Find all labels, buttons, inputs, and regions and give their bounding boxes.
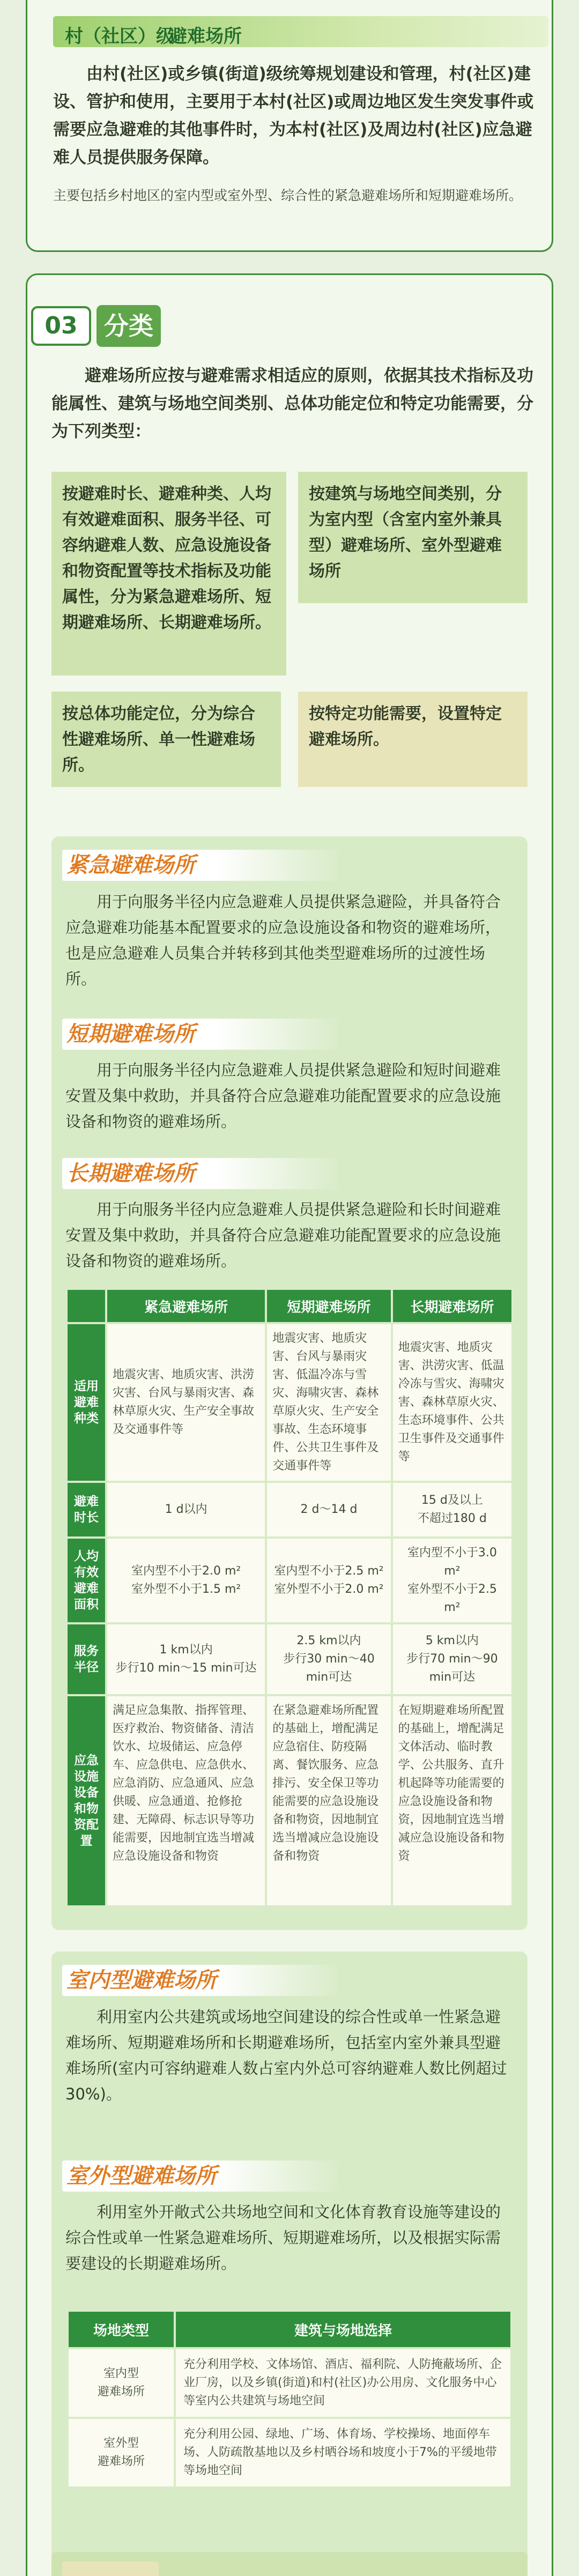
table-cell: 在紧急避难场所配置的基础上，增配满足应急宿住、防疫隔离、餐饮服务、应急排污、安全保卫等功能需要的应急设施设备和物资，因地制宜选当增减应急设施设备和物资: [267, 1696, 390, 1905]
table-row: [68, 1324, 511, 1481]
table-cell: 1 km以内 步行10 min～15 min可达: [107, 1624, 265, 1694]
badge-title: 分类: [96, 305, 161, 347]
table-cell: 2 d～14 d: [267, 1483, 390, 1536]
table-cell: 室内型不小于2.0 m² 室外型不小于1.5 m²: [107, 1539, 265, 1622]
table-header-row: [68, 1290, 511, 1322]
table-row: [69, 2349, 510, 2417]
outdoor-text: 利用室外开敞式公共场地空间和文化体育教育设施等建设的综合性或单一性紧急避难场所、短期避难场所，以及根据实际需要建设的长期避难场所。: [65, 2203, 501, 2273]
classification-box-technical: 按避难时长、避难种类、人均有效避难面积、服务半径、可容纳避难人数、应急设施设备和物资配置等技术指标及功能属性，分为紧急避难场所、短期避难场所、长期避难场所。: [51, 472, 286, 675]
table-row: [68, 1483, 511, 1536]
site-type-cell: 室外型 避难场所: [69, 2419, 174, 2486]
row-label: 服务半径: [68, 1624, 105, 1694]
table-cell: 1 d以内: [107, 1483, 265, 1536]
section-badge: [31, 302, 165, 350]
table-header-short: 短期避难场所: [267, 1290, 390, 1322]
site-table-header: [69, 2312, 510, 2347]
outdoor-title: 室外型避难场所: [62, 2161, 341, 2192]
site-type-cell: 室内型 避难场所: [69, 2349, 174, 2417]
short-term-title: 短期避难场所: [62, 1019, 341, 1050]
village-title-level: 村（社区）级: [65, 26, 174, 47]
table-row: [68, 1624, 511, 1694]
table-cell: 15 d及以上 不超过180 d: [393, 1483, 511, 1536]
table-row: [69, 2419, 510, 2486]
site-choice-cell: 充分利用公园、绿地、广场、体育场、学校操场、地面停车场、人防疏散基地以及乡村晒谷场和坡度小于7%的平缓地带等场地空间: [176, 2419, 510, 2486]
site-header-type: 场地类型: [69, 2312, 174, 2347]
row-label: 适用避难种类: [68, 1324, 105, 1481]
row-label: 避难时长: [68, 1483, 105, 1536]
village-note: 主要包括乡村地区的室内型或室外型、综合性的紧急避难场所和短期避难场所。: [53, 188, 523, 203]
badge-number: 03: [31, 306, 91, 346]
village-card: [26, 0, 553, 252]
table-cell: 地震灾害、地质灾害、台风与暴雨灾害、低温冷冻与雪灾、海啸灾害、森林草原火灾、生产安全事故、生态环境事件、公共卫生事件及交通事件等: [267, 1324, 390, 1481]
table-cell: 5 km以内 步行70 min～90 min可达: [393, 1624, 511, 1694]
long-term-title: 长期避难场所: [62, 1158, 341, 1189]
classification-box-function: 按总体功能定位，分为综合性避难场所、单一性避难场所。: [51, 692, 281, 787]
classification-box-space: 按建筑与场地空间类别，分为室内型（含室内室外兼具型）避难场所、室外型避难场所: [298, 472, 528, 603]
table-cell: 在短期避难场所配置的基础上，增配满足文体活动、临时教学、公共服务、直升机起降等功能需要的应急设施设备和物资，因地制宜选当增减应急设施设备和物资: [393, 1696, 511, 1905]
table-cell: 2.5 km以内 步行30 min～40 min可达: [267, 1624, 390, 1694]
shelter-comparison-table: [65, 1288, 514, 1907]
table-header-long: 长期避难场所: [393, 1290, 511, 1322]
row-label: 应急设施设备和物资配置: [68, 1696, 105, 1905]
emergency-title: 紧急避难场所: [62, 850, 341, 881]
indoor-title: 室内型避难场所: [62, 1965, 341, 1996]
village-paragraph: 由村(社区)或乡镇(街道)级统筹规划建设和管理，村(社区)建设、管护和使用，主要用于本村(社区)或周边地区发生突发事件或需要应急避难的其他事件时，为本村(社区)及周边村(社区)应急避难人员提供服务保障。: [53, 64, 534, 167]
table-header-corner: [68, 1290, 105, 1322]
next-section-edge: [51, 2552, 528, 2576]
table-header-emergency: 紧急避难场所: [107, 1290, 265, 1322]
row-label: 人均有效避难面积: [68, 1539, 105, 1622]
site-choice-cell: 充分利用学校、文体场馆、酒店、福利院、人防掩蔽场所、企业厂房，以及乡镇(街道)和村(社区)办公用房、文化服务中心等室内公共建筑与场地空间: [176, 2349, 510, 2417]
indoor-text: 利用室内公共建筑或场地空间建设的综合性或单一性紧急避难场所、短期避难场所和长期避难场所，包括室内室外兼具型避难场所(室内可容纳避难人数占室内外总可容纳避难人数比例超过30%)。: [65, 2008, 507, 2103]
site-header-choice: 建筑与场地选择: [176, 2312, 510, 2347]
classification-box-special: 按特定功能需要，设置特定避难场所。: [298, 692, 528, 787]
site-selection-table: [66, 2310, 513, 2489]
table-cell: 地震灾害、地质灾害、洪涝灾害、低温冷冻与雪灾、海啸灾害、森林草原火灾、生态环境事件、公共卫生事件及交通事件等: [393, 1324, 511, 1481]
long-term-text: 用于向服务半径内应急避难人员提供紧急避险和长时间避难安置及集中救助，并具备符合应急避难功能配置要求的应急设施设备和物资的避难场所。: [65, 1200, 501, 1270]
classification-intro: 避难场所应按与避难需求相适应的原则，依据其技术指标及功能属性、建筑与场地空间类别、总体功能定位和特定功能需要，分为下列类型：: [51, 366, 533, 441]
table-cell: 室内型不小于2.5 m² 室外型不小于2.0 m²: [267, 1539, 390, 1622]
village-title-strip: [53, 16, 548, 47]
table-cell: 室内型不小于3.0 m² 室外型不小于2.5 m²: [393, 1539, 511, 1622]
table-row: [68, 1539, 511, 1622]
table-cell: 地震灾害、地质灾害、洪涝灾害、台风与暴雨灾害、森林草原火灾、生产安全事故及交通事件等: [107, 1324, 265, 1481]
table-row: [68, 1696, 511, 1905]
village-title-text: 避难场所: [169, 26, 242, 47]
short-term-text: 用于向服务半径内应急避难人员提供紧急避险和短时间避难安置及集中救助，并具备符合应急避难功能配置要求的应急设施设备和物资的避难场所。: [65, 1061, 501, 1131]
next-section-title-edge: [62, 2562, 159, 2576]
emergency-text: 用于向服务半径内应急避难人员提供紧急避险，并具备符合应急避难功能基本配置要求的应急设施设备和物资的避难场所，也是应急避难人员集合并转移到其他类型避难场所的过渡性场所。: [65, 893, 501, 988]
table-cell: 满足应急集散、指挥管理、医疗救治、物资储备、清洁饮水、垃圾储运、应急停车、应急供电、应急供水、应急消防、应急通风、应急供暖、应急通道、抢修抢建、无障碍、标志识导等功能需要，因地制宜选当增减应急设施设备和物资: [107, 1696, 265, 1905]
